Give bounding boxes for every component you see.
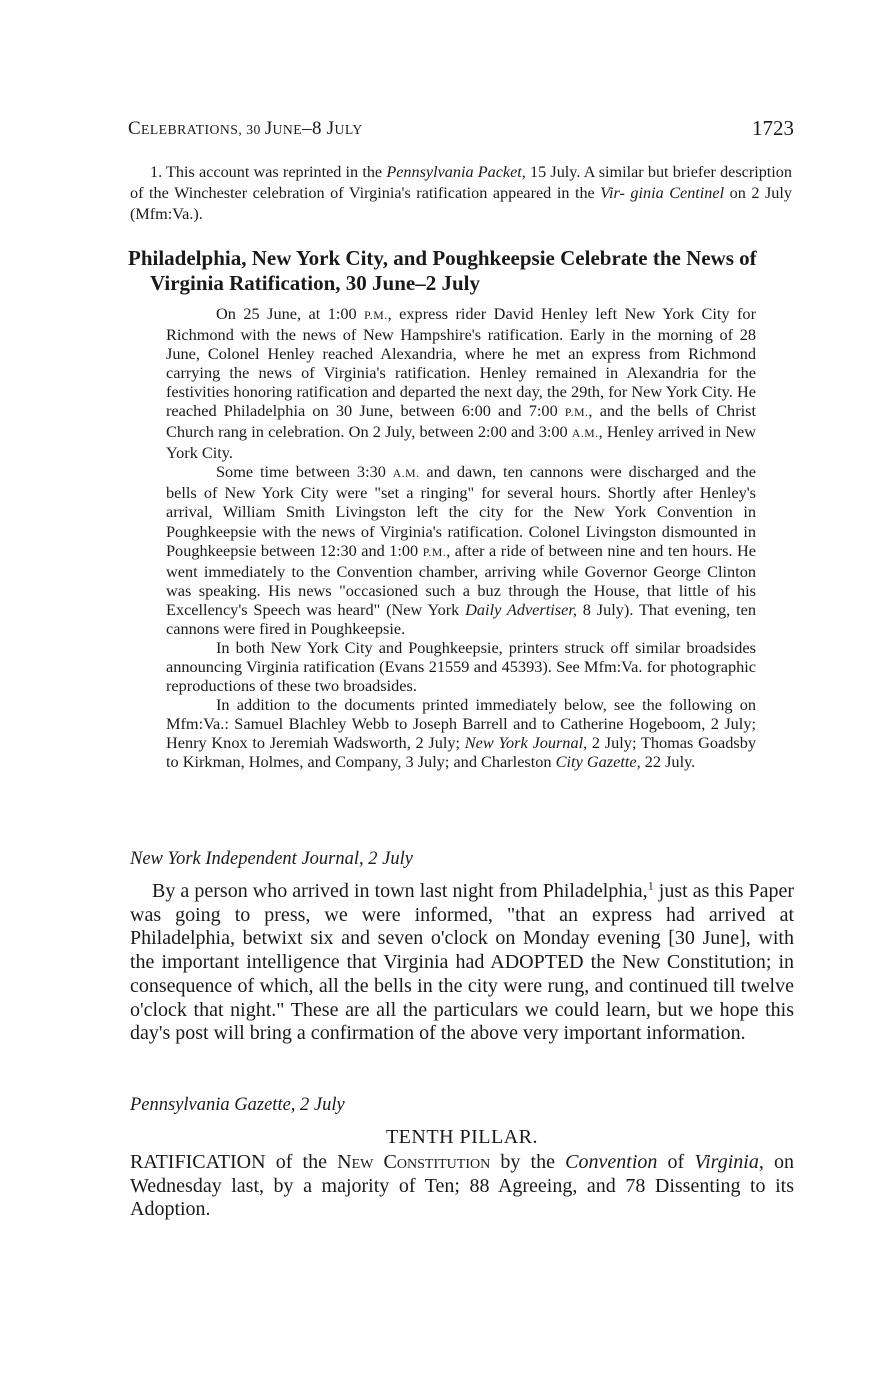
document-body: By a person who arrived in town last night from Philadelphia,$^1$ just as this Paper was going to press, we were informed, "that an express had arrived at Philadelphia, betwixt six and seven o'clock on Monday evening [30 June], with the important intelligence that Virginia had ADOPTED the New Constitution; in consequence of which, all the bells in the city were rung, and continued till twelve o'clock that night." These are all the particulars we could learn, but we hope this day's post will bring a confirmation of the above very important information. (130, 878, 794, 1045)
headnote-paragraph: In addition to the documents printed immediately below, see the following on Mfm:Va.: Samuel Blachley Webb to Joseph Barrell and to Catherine Hogeboom, 2 July; Henry Knox to Jeremiah Wadsworth, 2 July; New York Journal, 2 July; Thomas Goadsby to Kirkman, Holmes, and Company, 3 July; and Charleston City Gazette, 22 July. (166, 694, 756, 772)
footnote: 1. This account was reprinted in the Pennsylvania Packet, 15 July. A similar but briefer description of the Winchester celebration of Virginia's ratification appeared in the Vir- ginia Centinel on 2 July (Mfm:Va.). (130, 163, 792, 223)
document-source-title: Pennsylvania Gazette, 2 July (130, 1095, 345, 1115)
running-title: CELEBRATIONS, 30 JUNE–8 JULY (128, 118, 363, 139)
document-body: RATIFICATION of the New Constitution by the Convention of Virginia, on Wednesday last, by a majority of Ten; 88 Agreeing, and 78 Dissenting to its Adoption. (130, 1151, 795, 1221)
section-heading: Philadelphia, New York City, and Poughkeepsie Celebrate the News of Virginia Ratification, 30 June–2 July (128, 246, 757, 295)
document-source-title: New York Independent Journal, 2 July (130, 849, 413, 869)
headnote-paragraph: On 25 June, at 1:00 P.M., express rider David Henley left New York City for Richmond with the news of New Hampshire's ratification. Early in the morning of 28 June, Colonel Henley reached Alexandria, where he met an express from Richmond carrying the news of Virginia's ratification. Henley remained in Alexandria for the festivities honoring ratification and departed the next day, the 29th, for New York City. He reached Philadelphia on 30 June, between 6:00 and 7:00 P.M., and the bells of Christ Church rang in celebration. On 2 July, between 2:00 and 3:00 A.M., Henley arrived in New York City. (166, 304, 757, 463)
pillar-heading: TENTH PILLAR. (385, 1126, 539, 1148)
note-reference: 1 (647, 878, 654, 893)
headnote (166, 304, 756, 771)
page-number: 1723 (752, 116, 794, 140)
running-head (128, 118, 794, 146)
headnote-paragraph: Some time between 3:30 A.M. and dawn, ten cannons were discharged and the bells of New York City were "set a ringing" for several hours. Shortly after Henley's arrival, William Smith Livingston left the city for the New York Convention in Poughkeepsie with the news of Virginia's ratification. Colonel Livingston dismounted in Poughkeepsie between 12:30 and 1:00 P.M., after a ride of between nine and ten hours. He went immediately to the Convention chamber, arriving while Governor George Clinton was speaking. His news "occasioned such a buz through the House, that little of his Excellency's Speech was heard" (New York Daily Advertiser, 8 July). That evening, ten cannons were fired in Poughkeepsie. (166, 462, 756, 638)
headnote-paragraph: In both New York City and Poughkeepsie, printers struck off similar broadsides announcing Virginia ratification (Evans 21559 and 45393). See Mfm:Va. for photographic reproductions of these two broadsides. (166, 637, 756, 695)
